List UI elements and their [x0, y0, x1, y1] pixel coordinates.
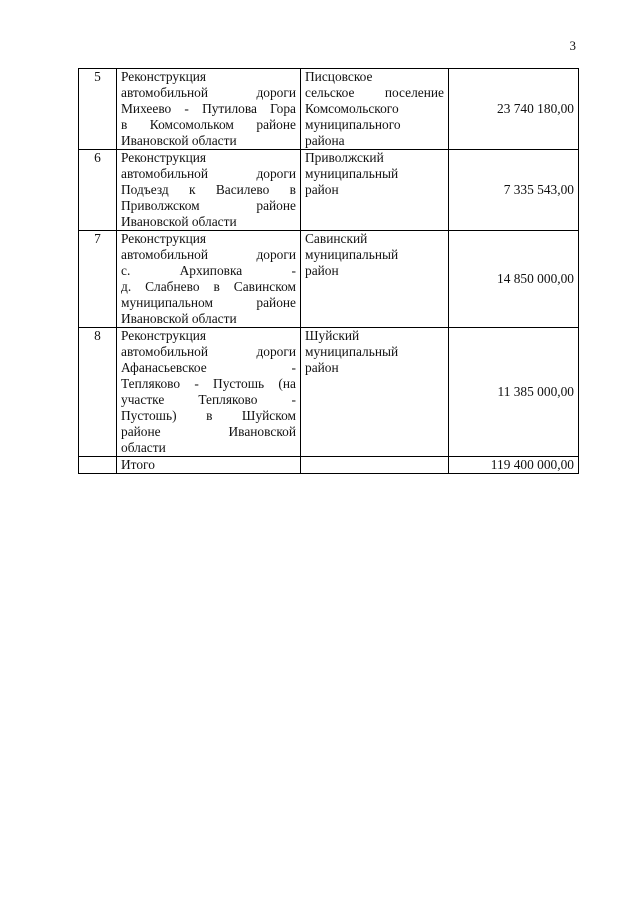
project-name-line: Приволжском районе — [121, 198, 296, 213]
page-number: 3 — [569, 38, 576, 53]
recipient-line: района — [305, 133, 345, 148]
recipient-line: Савинский — [305, 231, 368, 246]
table-row — [79, 328, 579, 457]
project-name-line: муниципальном районе — [121, 295, 296, 310]
project-name-line: области — [121, 440, 166, 455]
project-name-line: Ивановской области — [121, 133, 237, 148]
recipient-name — [301, 150, 449, 231]
project-name-line: Тепляково - Пустошь (на — [121, 376, 296, 391]
table-row — [79, 69, 579, 150]
recipient-line: район — [305, 360, 339, 375]
project-name-line: Михеево - Путилова Гора — [121, 101, 296, 116]
recipient-line: муниципального — [305, 117, 401, 132]
table-row — [79, 231, 579, 328]
funding-table — [78, 68, 579, 474]
project-name-line: д. Слабнево в Савинском — [121, 279, 296, 294]
project-name-line: автомобильной дороги — [121, 344, 296, 359]
amount-value: 11 385 000,00 — [449, 328, 579, 457]
row-number: 5 — [79, 69, 117, 150]
project-name-line: в Комсомольком районе — [121, 117, 296, 132]
project-name-line: Реконструкция — [121, 69, 207, 84]
project-name-line: Реконструкция — [121, 231, 207, 246]
total-row — [79, 457, 579, 474]
project-name-line: Реконструкция — [121, 328, 207, 343]
project-name-line: с. Архиповка - — [121, 263, 296, 278]
project-name-line: районе Ивановской — [121, 424, 296, 439]
project-name — [117, 231, 301, 328]
recipient-line: Шуйский — [305, 328, 360, 343]
row-number: 8 — [79, 328, 117, 457]
recipient-name — [301, 69, 449, 150]
recipient-line: муниципальный — [305, 166, 399, 181]
recipient-line: Комсомольского — [305, 101, 399, 116]
total-row-number — [79, 457, 117, 474]
project-name-line: Ивановской области — [121, 214, 237, 229]
row-number: 7 — [79, 231, 117, 328]
recipient-line: Писцовское — [305, 69, 373, 84]
project-name — [117, 69, 301, 150]
recipient-name — [301, 328, 449, 457]
amount-value: 23 740 180,00 — [449, 69, 579, 150]
table-row — [79, 150, 579, 231]
project-name-line: Афанасьевское - — [121, 360, 296, 375]
amount-value: 7 335 543,00 — [449, 150, 579, 231]
project-name-line: Реконструкция — [121, 150, 207, 165]
project-name-line: Ивановской области — [121, 311, 237, 326]
project-name-line: автомобильной дороги — [121, 166, 296, 181]
total-recipient — [301, 457, 449, 474]
project-name-line: Подъезд к Василево в — [121, 182, 296, 197]
recipient-line: муниципальный — [305, 247, 399, 262]
recipient-line: район — [305, 182, 339, 197]
recipient-name — [301, 231, 449, 328]
project-name-line: участке Тепляково - — [121, 392, 296, 407]
total-label: Итого — [117, 457, 301, 474]
recipient-line: Приволжский — [305, 150, 384, 165]
recipient-line: муниципальный — [305, 344, 399, 359]
project-name — [117, 328, 301, 457]
project-name-line: автомобильной дороги — [121, 85, 296, 100]
project-name-line: автомобильной дороги — [121, 247, 296, 262]
recipient-line: сельское поселение — [305, 85, 444, 100]
total-amount: 119 400 000,00 — [449, 457, 579, 474]
project-name — [117, 150, 301, 231]
recipient-line: район — [305, 263, 339, 278]
project-name-line: Пустошь) в Шуйском — [121, 408, 296, 423]
amount-value: 14 850 000,00 — [449, 231, 579, 328]
row-number: 6 — [79, 150, 117, 231]
